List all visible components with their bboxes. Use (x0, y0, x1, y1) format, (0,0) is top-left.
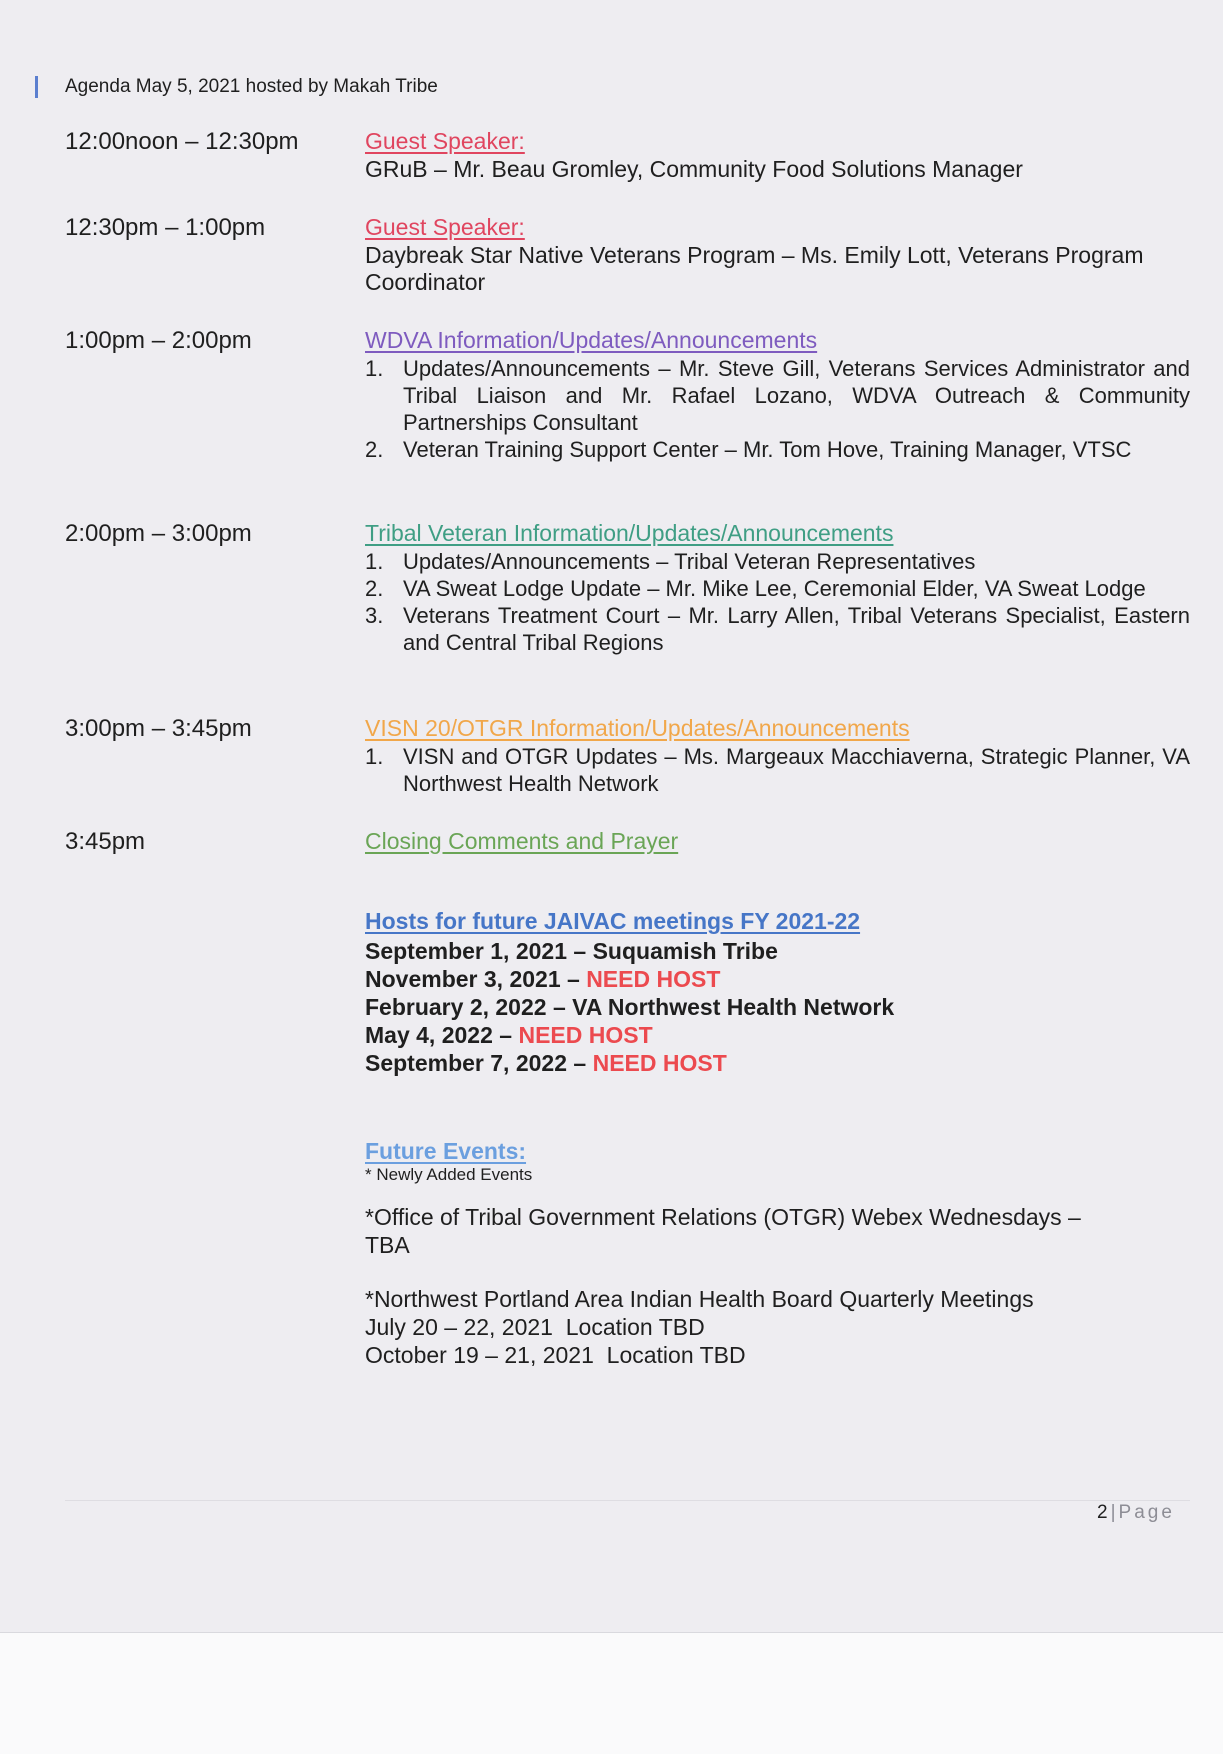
future-events-title: Future Events: (365, 1138, 527, 1164)
host-entry: February 2, 2022 – VA Northwest Health Network (365, 994, 895, 1020)
agenda-body: Daybreak Star Native Veterans Program – Ms. Emily Lott, Veterans Program Coordinator (365, 242, 1144, 295)
list-item: 2. VA Sweat Lodge Update – Mr. Mike Lee, Ceremonial Elder, VA Sweat Lodge (365, 576, 1146, 601)
list-item: 2. Veteran Training Support Center – Mr. Tom Hove, Training Manager, VTSC (365, 437, 1132, 462)
agenda-content (365, 128, 1190, 183)
agenda-heading: Tribal Veteran Information/Updates/Announcements (365, 520, 894, 546)
agenda-content (365, 327, 1190, 463)
list-item: 1. VISN and OTGR Updates – Ms. Margeaux Macchiaverna, Strategic Planner, VA Northwest Health Network (365, 744, 1190, 796)
future-events-section (365, 1138, 1190, 1369)
agenda-body: GRuB – Mr. Beau Gromley, Community Food Solutions Manager (365, 156, 1023, 182)
list-item: 1. Updates/Announcements – Mr. Steve Gill, Veterans Services Administrator and Tribal Liaison and Mr. Rafael Lozano, WDVA Outreach & Community Partnerships Consultant (365, 356, 1190, 435)
future-event: *Northwest Portland Area Indian Health Board Quarterly Meetings July 20 – 22, 2021 Location TBD October 19 – 21, 2021 Location TBD (365, 1286, 1034, 1368)
agenda-heading: VISN 20/OTGR Information/Updates/Announcements (365, 715, 910, 741)
agenda-content (365, 715, 1190, 797)
agenda-heading: WDVA Information/Updates/Announcements (365, 327, 818, 353)
list-item: 1. Updates/Announcements – Tribal Veteran Representatives (365, 549, 976, 574)
agenda-item-list (365, 743, 1190, 797)
agenda-time: 3:00pm – 3:45pm (65, 715, 252, 742)
agenda-time: 12:30pm – 1:00pm (65, 214, 266, 241)
agenda-time: 1:00pm – 2:00pm (65, 327, 252, 354)
hosts-section (365, 908, 1190, 1077)
agenda-content (365, 520, 1190, 656)
page-header: Agenda May 5, 2021 hosted by Makah Tribe (65, 76, 438, 97)
scan-bottom-margin (0, 1632, 1223, 1754)
agenda-heading: Closing Comments and Prayer (365, 828, 679, 854)
host-entry: September 1, 2021 – Suquamish Tribe (365, 938, 778, 964)
agenda-content (365, 214, 1190, 296)
agenda-time: 12:00noon – 12:30pm (65, 128, 299, 155)
page-number: 2|Page (1097, 1502, 1175, 1523)
agenda-time: 2:00pm – 3:00pm (65, 520, 252, 547)
future-events-note: * Newly Added Events (365, 1165, 533, 1184)
agenda-heading: Guest Speaker: (365, 128, 525, 154)
host-entry: November 3, 2021 – NEED HOST (365, 966, 721, 992)
footer-divider (65, 1500, 1190, 1501)
agenda-item-list (365, 355, 1190, 463)
agenda-time: 3:45pm (65, 828, 146, 855)
hosts-title: Hosts for future JAIVAC meetings FY 2021-22 (365, 908, 861, 934)
agenda-content (365, 828, 1190, 856)
header-accent-bar (35, 76, 38, 98)
host-entry: September 7, 2022 – NEED HOST (365, 1050, 727, 1076)
agenda-item-list (365, 548, 1190, 656)
future-event: *Office of Tribal Government Relations (OTGR) Webex Wednesdays – TBA (365, 1204, 1081, 1258)
agenda-heading: Guest Speaker: (365, 214, 525, 240)
list-item: 3. Veterans Treatment Court – Mr. Larry Allen, Tribal Veterans Specialist, Eastern and Central Tribal Regions (365, 603, 1190, 655)
host-entry: May 4, 2022 – NEED HOST (365, 1022, 653, 1048)
